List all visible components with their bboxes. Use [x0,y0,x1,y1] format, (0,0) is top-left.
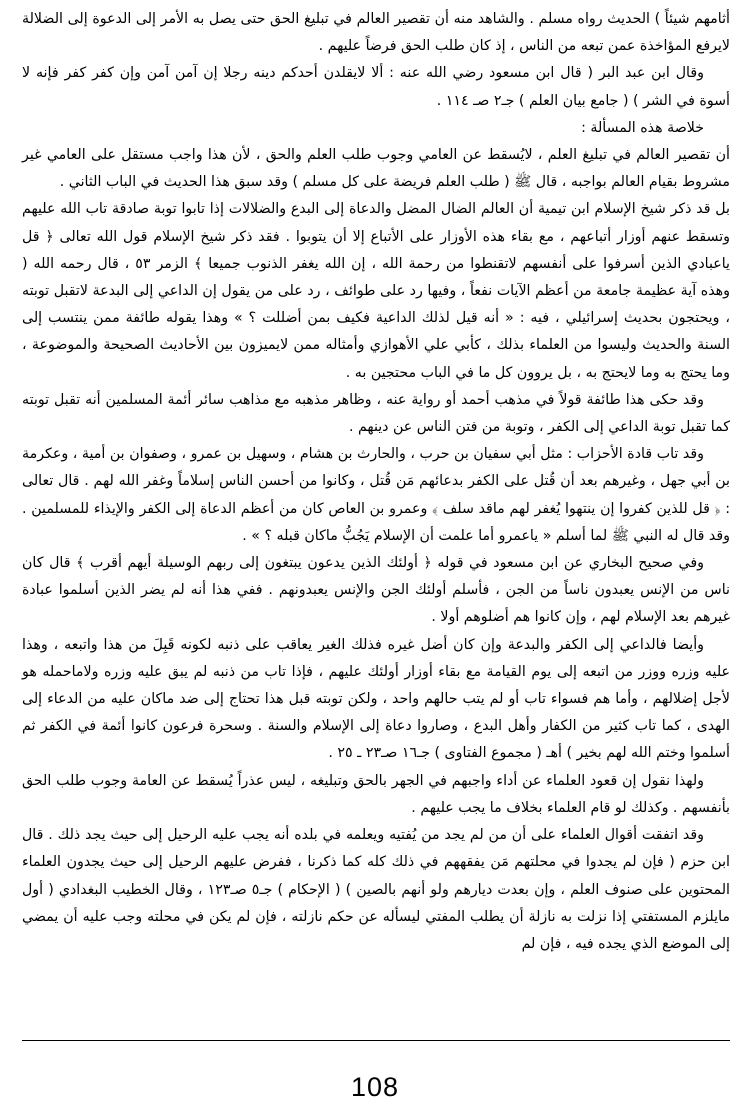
paragraph-2: وقال ابن عبد البر ( قال ابن مسعود رضي الله عنه : ألا لايقلدن أحدكم دينه رجلا إن آمن آمن وإن كفر كفر فإنه لا أسوة في الشر ) ( جامع بيان العلم ) جـ٢ صـ ١١٤ . [22,65,730,109]
section-heading: خلاصة هذه المسألة : [581,119,704,136]
paragraph-1: أثامهم شيئاً ) الحديث رواه مسلم . والشاهد منه أن تقصير العالم في تبليغ الحق حتى يصل به الأمر إلى الدعوة إلى الضلالة لايرفع المؤاخذة عمن تبعه من الناس ، إذ كان طلب الحق فرضاً عليهم . [22,11,730,55]
paragraph-3: أن تقصير العالم في تبليغ العلم ، لايُسقط عن العامي وجوب طلب العلم والحق ، لأن هذا واجب مستقل على العامي غير مشروط بقيام العالم بواجبه ، قال ﷺ ( طلب العلم فريضة على كل مسلم ) وقد سبق هذا الحديث في الباب الثاني . [22,147,730,191]
page-number: 108 [350,1072,400,1102]
paragraph-4: بل قد ذكر شيخ الإسلام ابن تيمية أن العالم الضال المضل والدعاة إلى البدع والضلالات إذا تابوا توبة صادقة تاب الله عليهم وتسقط عنهم أوزار أتباعهم ، مع بقاء هذه الأوزار على الأتباع إلا أن يتوبوا . فقد ذكر شيخ الإسلام قول الله تعالى ﴿ قل ياعبادي الذين أسرفوا على أنفسهم لاتقنطوا من رحمة الله ، إن الله يغفر الذنوب جميعا ﴾ الزمر ٥٣ ، قال رحمه الله ( وهذه آية عظيمة جامعة من أعظم الآيات نفعاً ، وفيها رد على طوائف ، رد على من يقول إن الداعي إلى البدعة لاتقبل توبته ، ويحتجون بحديث إسرائيلي ، فيه : « أنه قيل لذلك الداعية فكيف بمن أضللت ؟ » وهذا يقوله طائفة ممن ينتسب إلى السنة والحديث وليسوا من العلماء بذلك ، كأبي علي الأهوازي وأمثاله ممن لايميزون بين الأحاديث الصحيحة والموضوعة ، وما يحتج به وما لايحتج به ، بل يروون كل ما في الباب محتجين به . [22,201,730,381]
paragraph-6: وقد تاب قادة الأحزاب : مثل أبي سفيان بن حرب ، والحارث بن هشام ، وسهيل بن عمرو ، وصفوان بن أمية ، وعكرمة بن أبي جهل ، وغيرهم بعد أن قُتل على الكفر بدعائهم مَن قُتل ، وكانوا من أحسن الناس إسلاماً وغفر الله لهم . قال تعالى : ﴿ قل للذين كفروا إن ينتهوا يُغفر لهم ماقد سلف ﴾ وعمرو بن العاص كان من أعظم الدعاة إلى الكفر والإيذاء للمسلمين . وقد قال له النبي ﷺ لما أسلم « ياعمرو أما علمت أن الإسلام يَجُبُّ ماكان قبله ؟ » . [22,446,730,544]
page-body [22,6,730,958]
paragraph-10: وقد اتفقت أقوال العلماء على أن من لم يجد من يُفتيه ويعلمه في بلده أنه يجب عليه الرحيل إلى حيث يجد ذلك . قال ابن حزم ( فإن لم يجدوا في محلتهم مَن يفقههم في ذلك كله كما ذكرنا ، ففرض عليهم الرحيل إلى حيث يجدون العلماء المحتوين على صنوف العلم ، وإن بعدت ديارهم ولو أنهم بالصين ) ( الإحكام ) جـ٥ صـ١٢٣ ، وقال الخطيب البغدادي ( أول مايلزم المستفتي إذا نزلت به نازلة أن يطلب المفتي ليسأله عن حكم نازلته ، فإن لم يكن في محلته وجب عليه أن يمضي إلى الموضع الذي يجده فيه ، فإن لم [22,827,730,952]
paragraph-8: وأيضا فالداعي إلى الكفر والبدعة وإن كان أضل غيره فذلك الغير يعاقب على ذنبه لكونه قَبِلَ من هذا واتبعه ، وهذا عليه وزره ووزر من اتبعه إلى يوم القيامة مع بقاء أوزار أولئك عليهم ، فإذا تاب من ذنبه لم يبق عليه وزره ولاماحمله هو لأجل إضلالهم ، وأما هم فسواء تاب أو لم يتب حالهم واحد ، ولكن توبته قبل هذا تحتاج إلى ضد ماكان عليه من الدعاء إلى الهدى ، كما تاب كثير من الكفار وأهل البدع ، وصاروا دعاة إلى الإسلام والسنة . وسحرة فرعون كانوا أئمة في الكفر ثم أسلموا وختم الله لهم بخير ) أهـ ( مجموع الفتاوى ) جـ١٦ صـ٢٣ ـ ٢٥ . [22,636,730,762]
paragraph-9: ولهذا نقول إن قعود العلماء عن أداء واجبهم في الجهر بالحق وتبليغه ، ليس عذراً يُسقط عن العامة وجوب طلب الحق بأنفسهم . وكذلك لو قام العلماء بخلاف ما يجب عليهم . [22,772,730,816]
paragraph-7: وفي صحيح البخاري عن ابن مسعود في قوله ﴿ أولئك الذين يدعون يبتغون إلى ربهم الوسيلة أيهم أقرب ﴾ قال كان ناس من الإنس يعبدون ناساً من الجن ، فأسلم أولئك الجن والإنس يعبدونهم . ففي هذا أنه لم يضر الذين أسلموا عبادة غيرهم بعد الإسلام لهم ، وإن كانوا هم أضلوهم أولا . [22,555,730,626]
bottom-divider [22,1040,730,1041]
paragraph-5: وقد حكى هذا طائفة قولاً في مذهب أحمد أو رواية عنه ، وظاهر مذهبه مع مذاهب سائر أئمة المسلمين أنه تقبل توبته كما تقبل توبة الداعي إلى الكفر ، وتوبة من فتن الناس عن دينهم . [22,391,730,436]
